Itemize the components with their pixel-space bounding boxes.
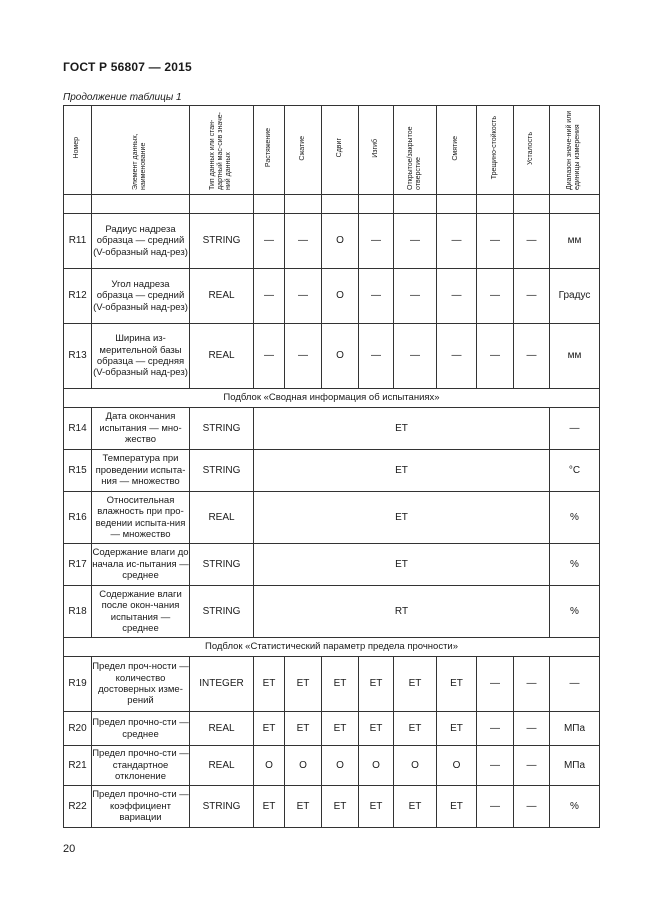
table-row <box>64 786 600 828</box>
open-hole-cell: — <box>394 214 437 269</box>
row-number: R22 <box>64 786 92 828</box>
col-range-units-header <box>550 106 600 195</box>
data-type: REAL <box>190 269 254 324</box>
compression-cell: ЕТ <box>285 712 322 746</box>
data-type: INTEGER <box>190 657 254 712</box>
bending-cell: ЕТ <box>359 786 394 828</box>
range-units: МПа <box>550 746 600 786</box>
compression-cell: ЕТ <box>285 657 322 712</box>
col-fracture-header <box>477 106 514 195</box>
fracture-cell: — <box>477 746 514 786</box>
compression-cell: — <box>285 324 322 389</box>
table-row <box>64 586 600 638</box>
row-number: R15 <box>64 450 92 492</box>
spacer-cell <box>477 195 514 214</box>
row-number: R18 <box>64 586 92 638</box>
range-units: мм <box>550 214 600 269</box>
data-type: STRING <box>190 786 254 828</box>
tension-cell: О <box>254 746 285 786</box>
compression-cell: ЕТ <box>285 786 322 828</box>
row-number: R16 <box>64 492 92 544</box>
data-type: STRING <box>190 408 254 450</box>
tension-cell: ЕТ <box>254 712 285 746</box>
shear-cell: ЕТ <box>322 657 359 712</box>
bearing-cell: ЕТ <box>437 786 477 828</box>
shear-cell: ЕТ <box>322 786 359 828</box>
fatigue-cell: — <box>514 657 550 712</box>
fatigue-cell: — <box>514 214 550 269</box>
spacer-cell <box>92 195 190 214</box>
table-body <box>64 195 600 828</box>
col-range-units-label: Диапазон значе-ний или единицы измерения <box>566 110 582 190</box>
table-row <box>64 408 600 450</box>
shear-cell: О <box>322 324 359 389</box>
bending-cell: — <box>359 269 394 324</box>
open-hole-cell: — <box>394 324 437 389</box>
col-fracture-label: Трещино-стойкость <box>490 116 498 180</box>
range-units: % <box>550 492 600 544</box>
spacer-cell <box>64 195 92 214</box>
fatigue-cell: — <box>514 786 550 828</box>
element-name: Радиус надреза образца — средний (V-образный над-рез) <box>92 214 190 269</box>
data-type: STRING <box>190 544 254 586</box>
col-tension-header <box>254 106 285 195</box>
shear-cell: О <box>322 214 359 269</box>
bending-cell: О <box>359 746 394 786</box>
fatigue-cell: — <box>514 269 550 324</box>
row-number: R20 <box>64 712 92 746</box>
element-name: Дата окончания испытания — мно-жество <box>92 408 190 450</box>
range-units: мм <box>550 324 600 389</box>
data-type: STRING <box>190 586 254 638</box>
col-number-header <box>64 106 92 195</box>
merged-applicability: ЕТ <box>254 408 550 450</box>
compression-cell: О <box>285 746 322 786</box>
col-data-type-header <box>190 106 254 195</box>
col-fatigue-header <box>514 106 550 195</box>
tension-cell: ЕТ <box>254 786 285 828</box>
table-row <box>64 324 600 389</box>
range-units: °С <box>550 450 600 492</box>
bending-cell: — <box>359 214 394 269</box>
table-continuation-label: Продолжение таблицы 1 <box>63 92 182 103</box>
data-type: REAL <box>190 746 254 786</box>
subblock-heading: Подблок «Сводная информация об испытаниях» <box>64 389 600 408</box>
document-title: ГОСТ Р 56807 — 2015 <box>63 60 192 74</box>
spacer-row <box>64 195 600 214</box>
col-fatigue-label: Усталость <box>527 131 535 165</box>
spacer-cell <box>359 195 394 214</box>
subblock-heading-row <box>64 638 600 657</box>
open-hole-cell: ЕТ <box>394 712 437 746</box>
bearing-cell: — <box>437 214 477 269</box>
element-name: Предел прочно-сти — стандартное отклонение <box>92 746 190 786</box>
col-number-label: Номер <box>73 137 81 159</box>
fracture-cell: — <box>477 214 514 269</box>
row-number: R14 <box>64 408 92 450</box>
subblock-heading: Подблок «Статистический параметр предела прочности» <box>64 638 600 657</box>
fracture-cell: — <box>477 324 514 389</box>
spacer-cell <box>254 195 285 214</box>
row-number: R17 <box>64 544 92 586</box>
range-units: — <box>550 408 600 450</box>
range-units: Градус <box>550 269 600 324</box>
data-type: STRING <box>190 450 254 492</box>
col-compression-header <box>285 106 322 195</box>
row-number: R19 <box>64 657 92 712</box>
merged-applicability: ЕТ <box>254 544 550 586</box>
element-name: Предел прочно-сти — коэффициент вариации <box>92 786 190 828</box>
element-name: Содержание влаги после окон-чания испытания — среднее <box>92 586 190 638</box>
table-row <box>64 269 600 324</box>
bearing-cell: — <box>437 269 477 324</box>
bending-cell: — <box>359 324 394 389</box>
data-type: STRING <box>190 214 254 269</box>
row-number: R11 <box>64 214 92 269</box>
table-row <box>64 450 600 492</box>
spacer-cell <box>437 195 477 214</box>
open-hole-cell: О <box>394 746 437 786</box>
table-row <box>64 492 600 544</box>
bending-cell: ЕТ <box>359 712 394 746</box>
specification-table <box>63 105 600 828</box>
fracture-cell: — <box>477 657 514 712</box>
table-row <box>64 712 600 746</box>
merged-applicability: RT <box>254 586 550 638</box>
tension-cell: — <box>254 269 285 324</box>
table-row <box>64 544 600 586</box>
spacer-cell <box>190 195 254 214</box>
table-row <box>64 746 600 786</box>
col-tension-label: Растяжение <box>264 128 272 168</box>
shear-cell: О <box>322 746 359 786</box>
header-row <box>64 106 600 195</box>
fracture-cell: — <box>477 269 514 324</box>
col-bearing-label: Смятие <box>452 135 460 161</box>
bearing-cell: ЕТ <box>437 657 477 712</box>
tension-cell: ЕТ <box>254 657 285 712</box>
bearing-cell: ЕТ <box>437 712 477 746</box>
fatigue-cell: — <box>514 746 550 786</box>
spacer-cell <box>550 195 600 214</box>
compression-cell: — <box>285 214 322 269</box>
open-hole-cell: — <box>394 269 437 324</box>
range-units: % <box>550 544 600 586</box>
fracture-cell: — <box>477 712 514 746</box>
tension-cell: — <box>254 214 285 269</box>
data-type: REAL <box>190 712 254 746</box>
range-units: % <box>550 786 600 828</box>
shear-cell: ЕТ <box>322 712 359 746</box>
element-name: Температура при проведении испыта-ния — множество <box>92 450 190 492</box>
element-name: Предел прочно-сти — среднее <box>92 712 190 746</box>
table-row <box>64 657 600 712</box>
spacer-cell <box>285 195 322 214</box>
element-name: Относительная влажность при про-ведении испыта-ния — множество <box>92 492 190 544</box>
fracture-cell: — <box>477 786 514 828</box>
col-bending-label: Изгиб <box>371 138 379 158</box>
element-name: Содержание влаги до начала ис-пытания — среднее <box>92 544 190 586</box>
fatigue-cell: — <box>514 712 550 746</box>
col-element-name-header <box>92 106 190 195</box>
range-units: — <box>550 657 600 712</box>
col-bending-header <box>359 106 394 195</box>
element-name: Угол надреза образца — средний (V-образный над-рез) <box>92 269 190 324</box>
row-number: R21 <box>64 746 92 786</box>
compression-cell: — <box>285 269 322 324</box>
bearing-cell: — <box>437 324 477 389</box>
element-name: Ширина из-мерительной базы образца — средняя (V-образный над-рез) <box>92 324 190 389</box>
row-number: R13 <box>64 324 92 389</box>
col-shear-label: Сдвиг <box>335 138 343 158</box>
range-units: % <box>550 586 600 638</box>
col-compression-label: Сжатие <box>298 135 306 161</box>
table-row <box>64 214 600 269</box>
spacer-cell <box>322 195 359 214</box>
page-number: 20 <box>63 843 76 855</box>
col-bearing-header <box>437 106 477 195</box>
spacer-cell <box>394 195 437 214</box>
row-number: R12 <box>64 269 92 324</box>
data-type: REAL <box>190 492 254 544</box>
bending-cell: ЕТ <box>359 657 394 712</box>
fatigue-cell: — <box>514 324 550 389</box>
open-hole-cell: ЕТ <box>394 786 437 828</box>
range-units: МПа <box>550 712 600 746</box>
element-name: Предел проч-ности — количество достоверных изме-рений <box>92 657 190 712</box>
bearing-cell: О <box>437 746 477 786</box>
col-shear-header <box>322 106 359 195</box>
merged-applicability: ЕТ <box>254 450 550 492</box>
tension-cell: — <box>254 324 285 389</box>
subblock-heading-row <box>64 389 600 408</box>
col-element-name-label: Элемент данных, наименование <box>132 133 148 190</box>
col-open-hole-label: Открытое/закрытое отверстие <box>406 126 422 190</box>
open-hole-cell: ЕТ <box>394 657 437 712</box>
shear-cell: О <box>322 269 359 324</box>
data-type: REAL <box>190 324 254 389</box>
spacer-cell <box>514 195 550 214</box>
col-open-hole-header <box>394 106 437 195</box>
col-data-type-label: Тип данных или стан-дартный мас-сив значе-ний данных <box>209 112 233 190</box>
merged-applicability: ЕТ <box>254 492 550 544</box>
